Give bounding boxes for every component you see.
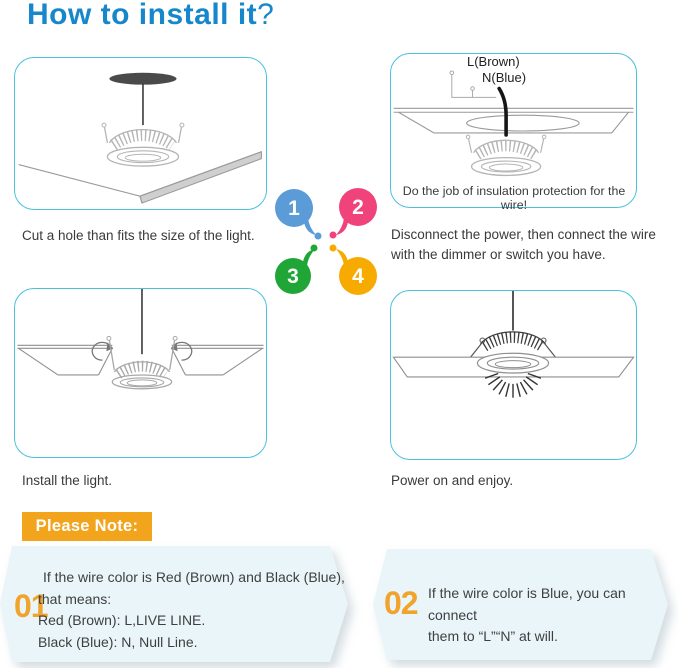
svg-text:3: 3 [287, 265, 299, 288]
step3-diagram [15, 289, 266, 457]
step-1-bubble [275, 189, 322, 240]
step1-diagram [15, 58, 266, 209]
note-line: If the wire color is Red (Brown) and Black (Blue), [43, 569, 345, 585]
downlight-graphic [102, 123, 184, 166]
ceiling-panel [394, 108, 634, 133]
step1-panel [14, 57, 267, 210]
svg-text:1: 1 [288, 197, 300, 220]
downlight-trim [477, 353, 548, 373]
svg-text:4: 4 [352, 265, 364, 288]
step3-caption: Install the light. [22, 473, 113, 488]
please-note-banner: Please Note: [22, 512, 152, 541]
ceiling-hole [467, 115, 580, 131]
note-line: If the wire color is Blue, you can connect [428, 585, 626, 623]
page-title-text: How to install it [27, 0, 258, 31]
note-line: Red (Brown): L,LIVE LINE. [38, 612, 206, 628]
step-3-bubble [275, 245, 318, 295]
insulation-note: Do the job of insulation protection for the wire! [402, 184, 626, 212]
wire-label-neutral: N(Blue) [482, 70, 527, 85]
note-line: Black (Blue): N, Null Line. [38, 633, 198, 650]
svg-text:2: 2 [352, 196, 364, 219]
step2-panel [390, 53, 637, 212]
note-2-text [428, 583, 658, 648]
note-2-number: 02 [384, 585, 418, 621]
downlight-graphic [466, 135, 546, 175]
note-1-text [38, 567, 348, 653]
ceiling-hole [109, 73, 176, 85]
step-4-bubble [330, 245, 378, 296]
page-title-question-mark: ? [257, 0, 275, 31]
step4-panel [390, 290, 637, 460]
step3-panel [14, 288, 267, 458]
step-2-bubble [330, 188, 378, 239]
note-line: that means: [38, 590, 112, 607]
step1-caption: Cut a hole than fits the size of the light. [22, 228, 255, 243]
note-line: them to “L”“N” at will. [428, 628, 558, 644]
ceiling-boards [17, 345, 263, 375]
ceiling-slab [19, 152, 262, 203]
step4-caption: Power on and enjoy. [391, 473, 514, 488]
step2-caption: Disconnect the power, then connect the wire with the dimmer or switch you have. [391, 227, 656, 262]
page-title [27, 0, 274, 32]
step-number-bubbles [270, 185, 385, 300]
wire-label-live: L(Brown) [467, 54, 520, 69]
note-1-number: 01 [14, 588, 48, 624]
step4-diagram [391, 291, 636, 459]
